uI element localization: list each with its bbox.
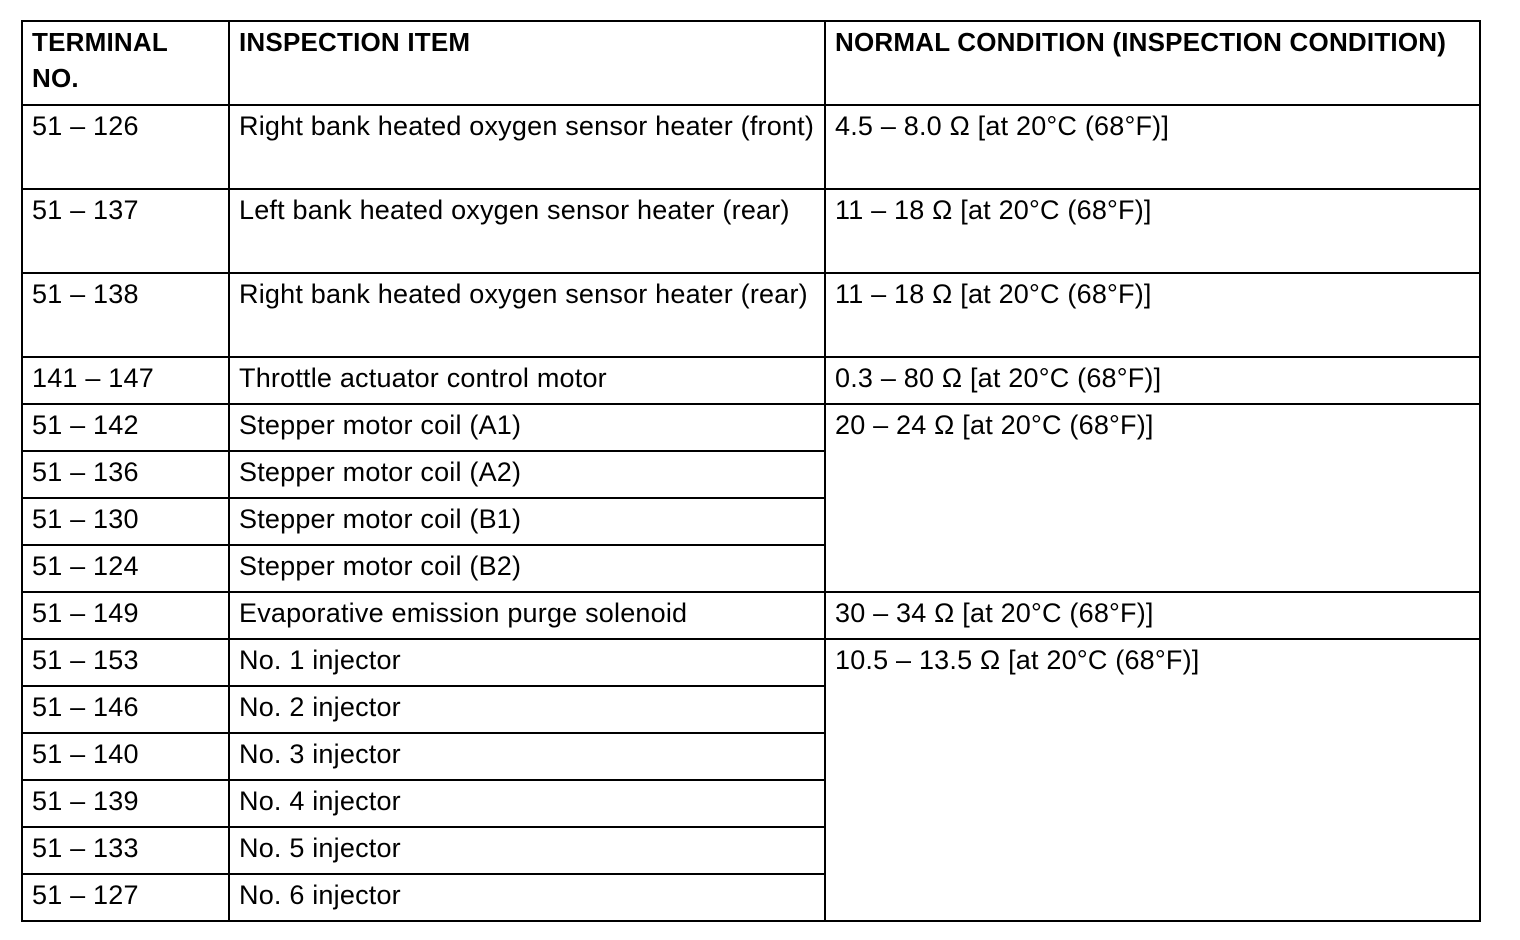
terminal-cell: 51 – 124 [22,545,229,592]
table-row [22,273,1480,357]
inspection-item-cell: Stepper motor coil (A1) [229,404,825,451]
inspection-item-cell: Evaporative emission purge solenoid [229,592,825,639]
inspection-item-cell: No. 5 injector [229,827,825,874]
inspection-item-cell: Right bank heated oxygen sensor heater (rear) [229,273,825,357]
normal-condition-cell: 10.5 – 13.5 Ω [at 20°C (68°F)] [825,639,1480,921]
inspection-item-cell: No. 3 injector [229,733,825,780]
inspection-item-cell: Stepper motor coil (A2) [229,451,825,498]
table-row [22,105,1480,189]
terminal-cell: 51 – 126 [22,105,229,189]
terminal-cell: 51 – 149 [22,592,229,639]
inspection-item-cell: No. 6 injector [229,874,825,921]
normal-condition-cell: 4.5 – 8.0 Ω [at 20°C (68°F)] [825,105,1480,189]
terminal-cell: 51 – 127 [22,874,229,921]
header-terminal-no: TERMINAL NO. [22,21,229,105]
header-normal-condition: NORMAL CONDITION (INSPECTION CONDITION) [825,21,1480,105]
terminal-cell: 51 – 142 [22,404,229,451]
table-row [22,189,1480,273]
normal-condition-cell: 11 – 18 Ω [at 20°C (68°F)] [825,273,1480,357]
terminal-cell: 51 – 136 [22,451,229,498]
inspection-item-cell: Stepper motor coil (B2) [229,545,825,592]
table-row [22,357,1480,404]
normal-condition-cell: 30 – 34 Ω [at 20°C (68°F)] [825,592,1480,639]
inspection-item-cell: No. 4 injector [229,780,825,827]
terminal-cell: 51 – 139 [22,780,229,827]
terminal-cell: 141 – 147 [22,357,229,404]
terminal-cell: 51 – 133 [22,827,229,874]
terminal-cell: 51 – 153 [22,639,229,686]
normal-condition-cell: 0.3 – 80 Ω [at 20°C (68°F)] [825,357,1480,404]
terminal-cell: 51 – 140 [22,733,229,780]
normal-condition-cell: 20 – 24 Ω [at 20°C (68°F)] [825,404,1480,592]
table-row [22,404,1480,451]
table-row [22,592,1480,639]
normal-condition-cell: 11 – 18 Ω [at 20°C (68°F)] [825,189,1480,273]
table-header-row [22,21,1480,105]
terminal-cell: 51 – 138 [22,273,229,357]
inspection-item-cell: Left bank heated oxygen sensor heater (rear) [229,189,825,273]
inspection-table [21,20,1481,922]
terminal-cell: 51 – 137 [22,189,229,273]
terminal-cell: 51 – 130 [22,498,229,545]
inspection-item-cell: No. 1 injector [229,639,825,686]
inspection-item-cell: Throttle actuator control motor [229,357,825,404]
inspection-item-cell: No. 2 injector [229,686,825,733]
inspection-item-cell: Stepper motor coil (B1) [229,498,825,545]
table-row [22,639,1480,686]
inspection-item-cell: Right bank heated oxygen sensor heater (front) [229,105,825,189]
header-inspection-item: INSPECTION ITEM [229,21,825,105]
terminal-cell: 51 – 146 [22,686,229,733]
